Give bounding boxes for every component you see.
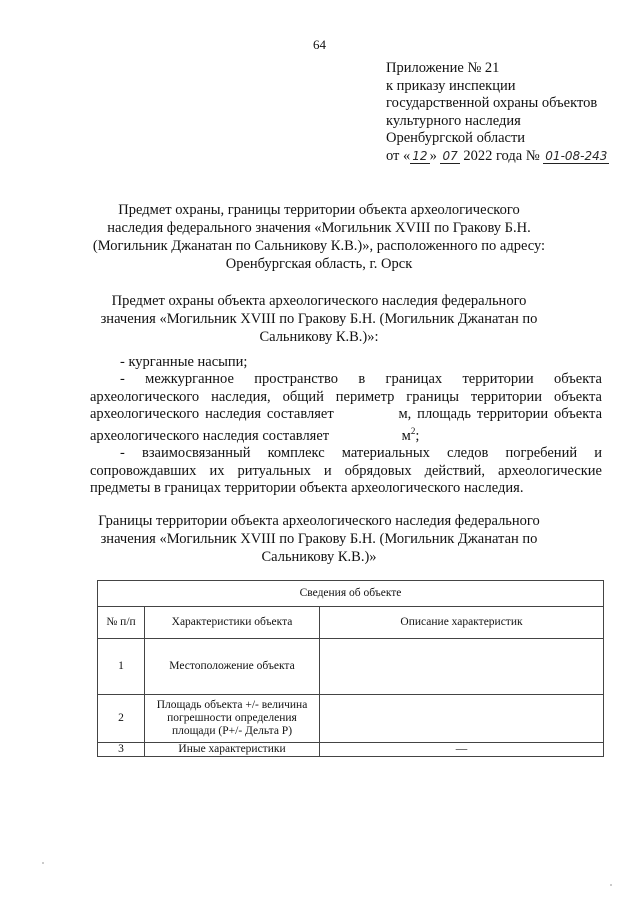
row-desc: [320, 639, 604, 695]
scan-speck: [610, 884, 612, 886]
scan-speck: [42, 862, 44, 864]
date-prefix: от «: [386, 147, 411, 164]
list-item-material-traces: - взаимосвязанный комплекс материальных следов погребений и сопровождавших их ритуальных и обрядовых действий, археологические предметы в границах территории объекта археологического наследия.: [90, 445, 602, 496]
protection-subject-list: [90, 354, 602, 497]
col-header-characteristics: Характеристики объекта: [145, 607, 320, 639]
appendix-line-3: государственной охраны объектов: [386, 95, 598, 111]
row-name: Иные характеристики: [145, 743, 320, 757]
boundaries-title: Границы территории объекта археологического наследия федерального значения «Могильник XVIII по Гракову Б.Н. (Могильник Джанатан по Сальникову К.В.)»: [98, 513, 540, 565]
date-day: 12: [412, 148, 428, 163]
table-caption: Сведения об объекте: [98, 581, 604, 607]
table-row: [98, 743, 604, 757]
row-num: 1: [98, 639, 145, 695]
appendix-line-4: культурного наследия: [386, 112, 521, 129]
list-item-intermound-space: - межкурганное пространство в границах территории объекта археологического наследия, общий периметр границы территории объекта археологического наследия составляет м, площадь территории объекта археологического наследия составляет $м^2$;: [90, 371, 602, 445]
page-number: 64: [313, 37, 326, 52]
object-info-table: [97, 580, 604, 757]
protection-subject-title: Предмет охраны объекта археологического наследия федерального значения «Могильник XVIII по Гракову Б.Н. (Могильник Джанатан по Сальникову К.В.)»:: [100, 293, 538, 345]
row-num: 2: [98, 695, 145, 743]
appendix-line-2: к приказу инспекции: [386, 77, 516, 94]
list-item-mounds: - курганные насыпи;: [120, 354, 248, 370]
table-row: [98, 639, 604, 695]
appendix-line-5: Оренбургской области: [386, 130, 526, 146]
row-desc: —: [320, 743, 604, 757]
date-mid: »: [429, 147, 437, 164]
col-header-description: Описание характеристик: [320, 607, 604, 639]
appendix-header: [386, 60, 609, 165]
table-row: [98, 695, 604, 743]
date-year: 2022 года №: [463, 147, 540, 164]
appendix-line-1: Приложение № 21: [386, 60, 500, 76]
order-number: 01-08-243: [545, 148, 608, 163]
col-header-num: № п/п: [98, 607, 145, 639]
row-num: 3: [98, 743, 145, 757]
document-title: Предмет охраны, границы территории объекта археологического наследия федерального значения «Могильник XVIII по Гракову Б.Н. (Могильник Джанатан по Сальникову К.В.)», расположенного по адресу: Оренбургская область, г. Орск: [92, 202, 546, 272]
date-month: 07: [442, 148, 458, 163]
row-name: Площадь объекта +/- величина погрешности определения площади (Р+/- Дельта Р): [145, 695, 320, 743]
row-desc: [320, 695, 604, 743]
row-name: Местоположение объекта: [145, 639, 320, 695]
appendix-date-line: [386, 148, 609, 166]
